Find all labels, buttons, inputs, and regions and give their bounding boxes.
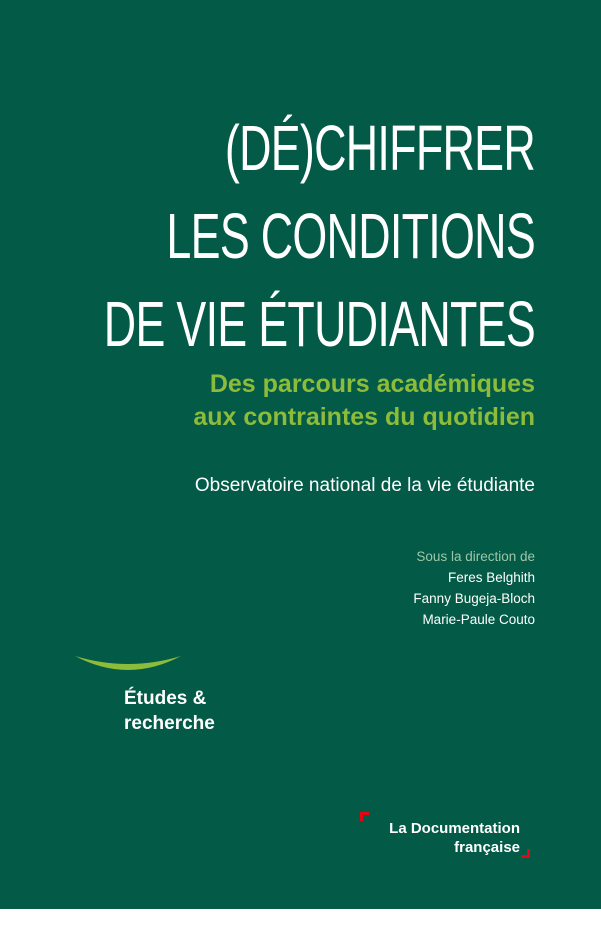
editors-lead: Sous la direction de [416, 549, 535, 564]
book-subtitle [193, 368, 535, 434]
collection-line-1: Études & [124, 688, 207, 709]
editor-name: Fanny Bugeja-Bloch [413, 591, 535, 606]
book-title [104, 104, 535, 368]
collection-line-2: recherche [124, 713, 215, 734]
publisher-line-1: La Documentation [389, 820, 520, 837]
title-line-1: (DÉ)CHIFFRER [224, 112, 535, 184]
title-line-3: DE VIE ÉTUDIANTES [103, 288, 535, 360]
subtitle-line-2: aux contraintes du quotidien [193, 403, 535, 431]
red-corner-bracket-icon [360, 812, 369, 821]
publisher-line-2: française [454, 839, 520, 856]
collection-name [124, 686, 215, 736]
author-organization: Observatoire national de la vie étudiante [194, 475, 535, 496]
editors-block [413, 546, 535, 630]
title-line-2: LES CONDITIONS [166, 200, 535, 272]
publisher-name [389, 819, 520, 857]
editor-name: Marie-Paule Couto [422, 612, 535, 627]
green-swoosh-icon [74, 654, 182, 678]
publisher-logo [360, 812, 532, 860]
editor-name: Feres Belghith [447, 570, 535, 585]
red-corner-bracket-icon [521, 849, 530, 858]
subtitle-line-1: Des parcours académiques [209, 370, 535, 398]
